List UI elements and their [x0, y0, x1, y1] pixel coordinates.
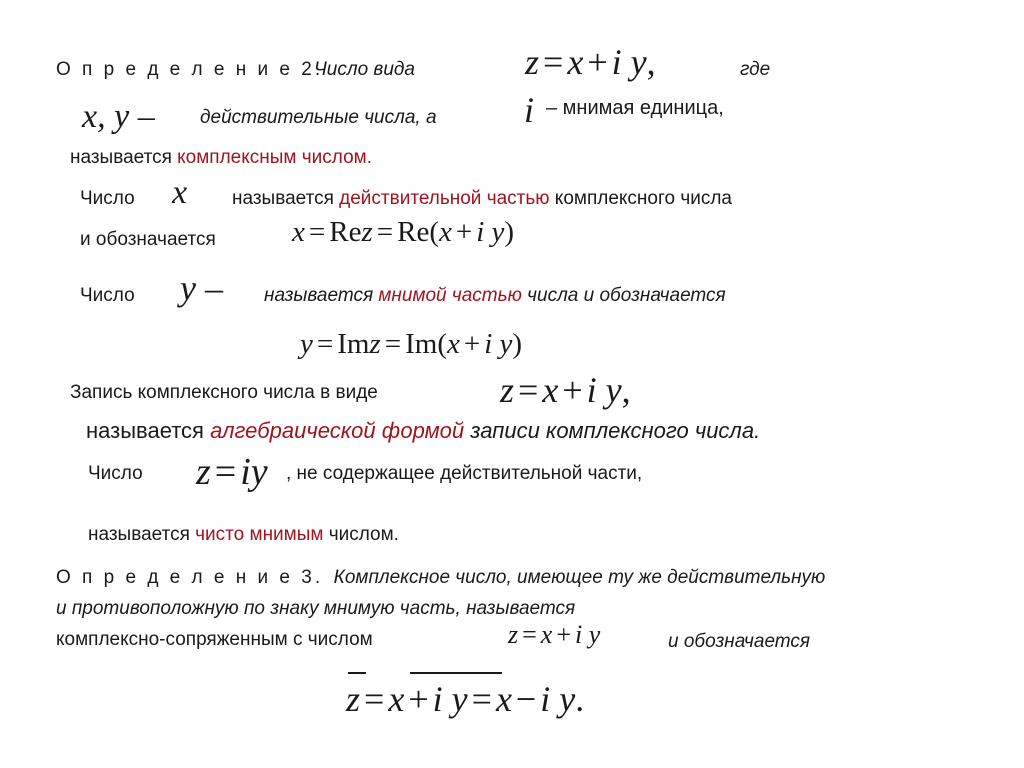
formula-z-equals-x-plus-iy: z = x + i y, [525, 42, 656, 82]
definition-3-line-2: и противоположную по знаку мнимую часть, называется [56, 598, 576, 619]
algebraic-form-intro: Запись комплексного числа в виде [70, 382, 378, 403]
formula-x: x [172, 174, 188, 211]
where-text: где [740, 59, 771, 80]
formula-x-y: x, y – [82, 98, 155, 135]
real-part-denoted: и обозначается [80, 229, 216, 250]
real-part-definition: называется действительной частью комплексного числа [232, 188, 733, 209]
called-complex-number: называется комплексным числом. [70, 147, 372, 168]
formula-algebraic-z: z = x + i y, [500, 370, 631, 410]
pure-imag-description: , не содержащее действительной части, [286, 463, 643, 484]
real-part-number-word: Число [80, 188, 135, 209]
definition-3-line-3: комплексно-сопряженным с числом [56, 629, 373, 650]
imag-part-definition: называется мнимой частью числа и обозначается [264, 285, 726, 306]
formula-conjugate-source: z = x + i y [508, 620, 601, 649]
formula-z-equals-iy: z = iy [196, 451, 268, 493]
definition-2-text: Число вида [314, 59, 415, 80]
imaginary-unit-text: – мнимая единица, [546, 97, 724, 119]
formula-conjugate: z = x + i y = x − i y. [346, 679, 585, 719]
formula-i: i [524, 90, 535, 130]
formula-x-equals-re-z: x = Rez = Re(x + i y) [292, 216, 515, 248]
pure-imag-number-word: Число [88, 463, 143, 484]
definition-2-label: О п р е д е л е н и е 2. [56, 59, 324, 80]
formula-y-equals-im-z: y = Imz = Im(x + i y) [300, 328, 523, 360]
algebraic-form-definition: называется алгебраической формой записи комплексного числа. [86, 418, 761, 443]
imag-part-number-word: Число [80, 285, 135, 306]
conjugate-bar-z [348, 672, 366, 674]
pure-imag-definition: называется чисто мнимым числом. [88, 524, 399, 545]
definition-3-line-1: О п р е д е л е н и е 3. Комплексное число, имеющее ту же действительную [56, 567, 826, 588]
definition-3-denoted: и обозначается [668, 631, 811, 652]
formula-y-dash: y – [180, 268, 223, 308]
real-numbers-text: действительные числа, а [200, 107, 437, 128]
conjugate-bar-x-plus-iy [410, 672, 502, 674]
